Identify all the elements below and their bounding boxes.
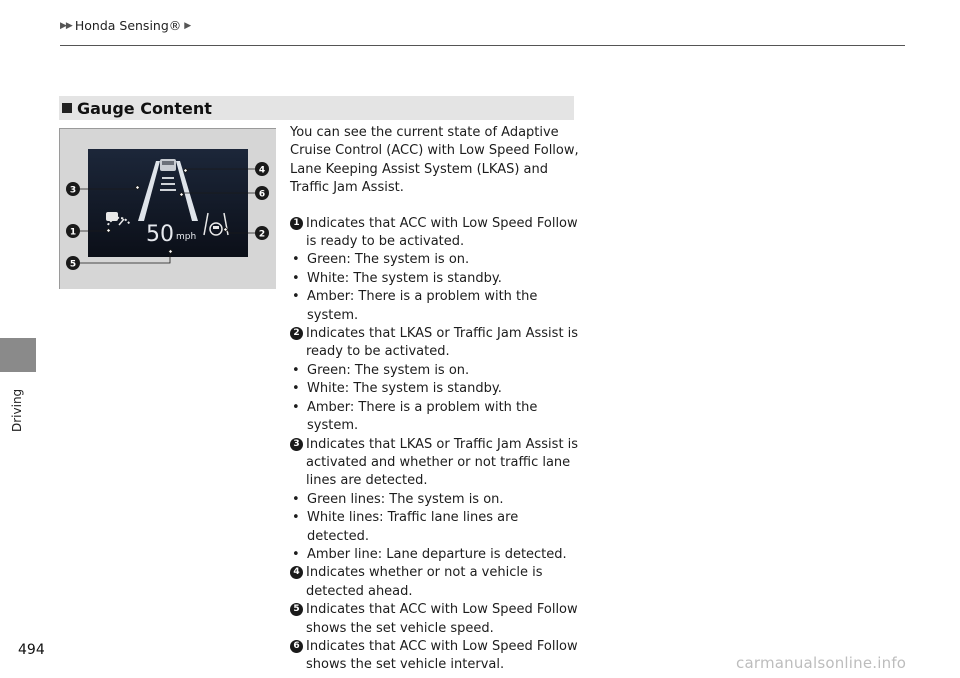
bullet-item: • Amber: There is a problem with the system.: [292, 289, 538, 323]
header-divider: [60, 45, 905, 46]
bullet-item: • Amber: There is a problem with the system.: [292, 399, 538, 434]
gauge-illustration: [60, 129, 276, 289]
intro-paragraph: You can see the current state of Adaptive Cruise Control (ACC) with Low Speed Follow, Lane Keeping Assist System (LKAS) and Traffic Jam Assist.: [290, 125, 579, 196]
content-column: [290, 124, 580, 675]
set-speed-unit: mph: [176, 232, 197, 242]
breadcrumb-label[interactable]: Honda Sensing®: [74, 18, 182, 33]
item-text: Indicates that LKAS or Traffic Jam Assist is activated and whether or not traffic lane lines are detected.: [306, 436, 579, 489]
list-item: [290, 564, 580, 601]
interval-bar: [161, 183, 175, 185]
item-number: 4: [290, 566, 303, 579]
bullet-item: • Green: The system is on.: [292, 362, 470, 378]
list-item: [290, 215, 580, 252]
list-item: [290, 601, 580, 638]
item-text: Indicates that LKAS or Traffic Jam Assist is ready to be activated.: [306, 326, 579, 360]
page-number: 494: [18, 642, 45, 658]
section-square-icon: [62, 103, 72, 113]
svg-text:4: 4: [258, 165, 266, 176]
item-number: 5: [290, 603, 303, 616]
breadcrumb: [60, 18, 190, 33]
bullet-item: • White: The system is standby.: [292, 270, 502, 286]
bullet-item: • Green lines: The system is on.: [292, 491, 504, 507]
set-speed-value: 50: [146, 222, 174, 247]
section-header: [59, 96, 574, 120]
breadcrumb-trail-arrow: ▶: [184, 20, 191, 31]
interval-bar: [160, 189, 176, 191]
item-number: 6: [290, 640, 303, 653]
chapter-tab[interactable]: [0, 338, 36, 372]
item-text: Indicates that ACC with Low Speed Follow shows the set vehicle speed.: [306, 602, 578, 636]
section-title: Gauge Content: [77, 98, 212, 118]
bullet-item: • White lines: Traffic lane lines are detected.: [292, 510, 519, 544]
svg-text:6: 6: [258, 189, 266, 200]
bullet-item: • Amber line: Lane departure is detected.: [292, 546, 567, 562]
item-number: 2: [290, 327, 303, 340]
item-text: Indicates that ACC with Low Speed Follow shows the set vehicle interval.: [306, 638, 578, 673]
item-text: Indicates whether or not a vehicle is detected ahead.: [306, 565, 543, 599]
watermark: carmanualsonline.info: [736, 654, 907, 672]
interval-bar: [162, 177, 174, 179]
list-item: [290, 638, 580, 675]
bullet-item: • White: The system is standby.: [292, 381, 502, 397]
chapter-label: Driving: [10, 388, 24, 432]
svg-text:3: 3: [69, 185, 77, 196]
gauge-figure: [59, 128, 276, 289]
svg-text:5: 5: [69, 259, 77, 270]
item-number: 1: [290, 217, 303, 230]
item-text: Indicates that ACC with Low Speed Follow is ready to be activated.: [306, 215, 578, 250]
item-number: 3: [290, 438, 303, 451]
svg-text:2: 2: [258, 229, 266, 240]
breadcrumb-arrows: ▶▶: [60, 20, 72, 31]
svg-text:1: 1: [69, 227, 77, 238]
list-item: [290, 436, 580, 491]
list-item: [290, 325, 580, 362]
bullet-item: • Green: The system is on.: [292, 252, 470, 268]
